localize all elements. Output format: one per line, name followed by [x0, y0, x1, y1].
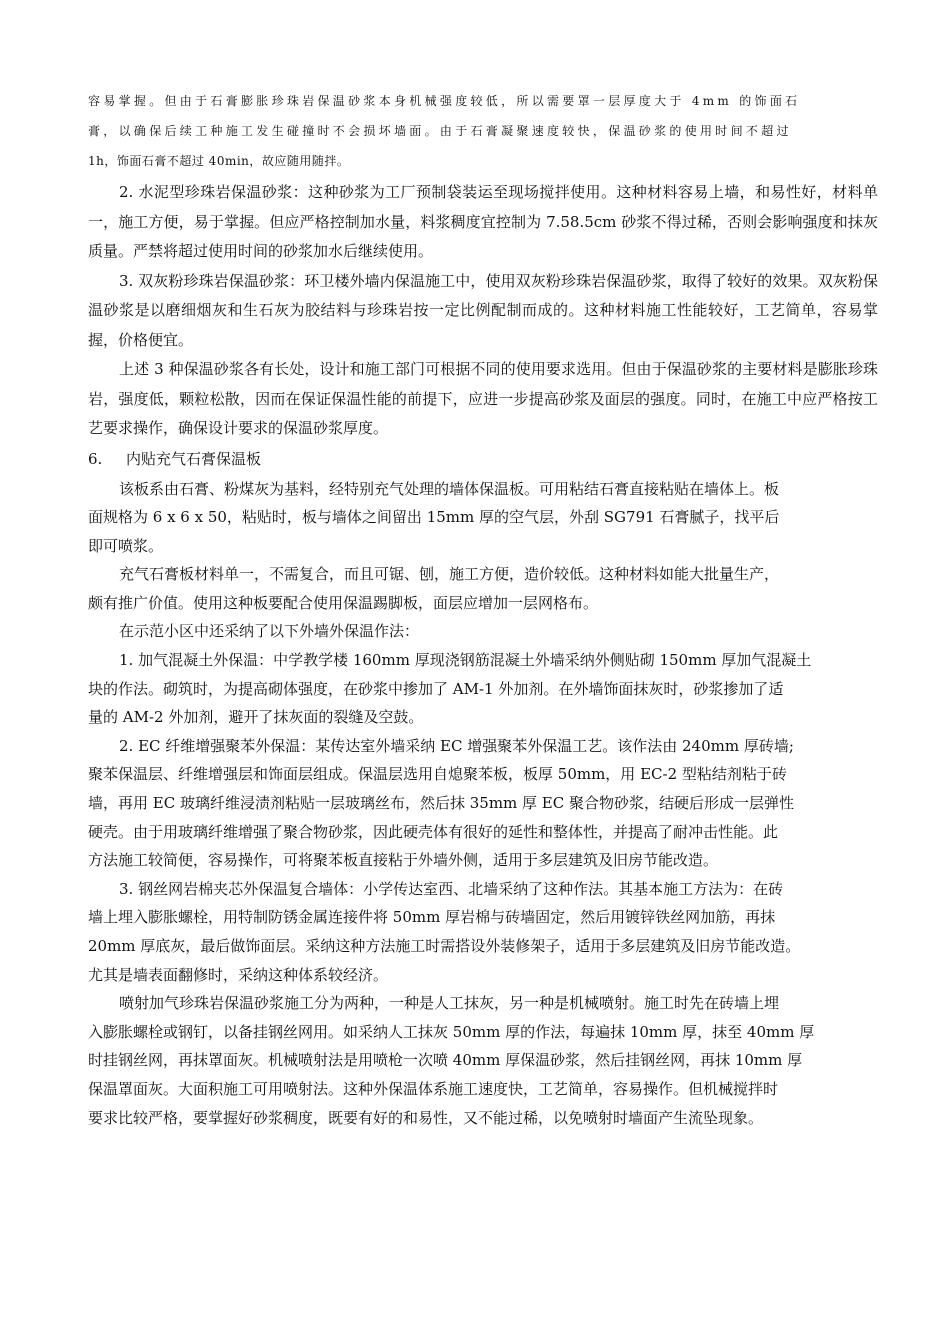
section-title: 内贴充气石膏保温板 — [126, 449, 262, 468]
section-heading — [88, 444, 878, 475]
body-text-line: 容易掌握。但由于石膏膨胀珍珠岩保温砂浆本身机械强度较低，所以需要罩一层厚度大于 4mm 的饰面石 — [88, 94, 801, 108]
text-line: 在示范小区中还采纳了以下外墙外保温作法： — [119, 622, 420, 641]
text-line: 入膨胀螺栓或钢钉，以备挂钢丝网用。如采纳人工抹灰 50mm 厚的作法，每遍抹 10mm 厚，抹至 40mm 厚 — [88, 1022, 815, 1041]
body-text-line: 膏，以确保后续工种施工发生碰撞时不会损坏墙面。由于石膏凝聚速度较快，保温砂浆的使用时间不超过 — [88, 124, 792, 138]
text-line: 保温罩面灰。大面积施工可用喷射法。这种外保温体系施工速度快，工艺简单，容易操作。但机械搅拌时 — [88, 1079, 779, 1098]
body-text-line: 1h，饰面石膏不超过 40min，故应随用随拌。 — [88, 154, 350, 168]
paragraph-demo-intro — [88, 617, 878, 646]
text-line: 墙上埋入膨胀螺栓，用特制防锈金属连接件将 50mm 厚岩棉与砖墙固定，然后用镀锌铁丝网加筋，再抹 — [88, 908, 776, 927]
text-line: 20mm 厚底灰，最后做饰面层。采纳这种方法施工时需搭设外装修架子，适用于多层建筑及旧房节能改造。 — [88, 937, 801, 955]
text-line: 块的作法。砌筑时，为提高砌体强度，在砂浆中掺加了 AM-1 外加剂。在外墙饰面抹灰时，砂浆掺加了适 — [88, 679, 784, 698]
paragraph-gypsum-board — [88, 475, 878, 561]
paragraph-steel-mesh-rockwool — [88, 875, 878, 989]
paragraph-aerated-concrete — [88, 646, 878, 732]
text-line: 喷射加气珍珠岩保温砂浆施工分为两种，一种是人工抹灰，另一种是机械喷射。施工时先在砖墙上埋 — [119, 994, 780, 1013]
paragraph-gypsum-board-features — [88, 560, 878, 617]
text-line: 2. EC 纤维增强聚苯外保温：某传达室外墙采纳 EC 增强聚苯外保温工艺。该作法由 240mm 厚砖墙; — [119, 736, 794, 755]
paragraph-ec-polystyrene — [88, 732, 878, 875]
text-line: 1. 加气混凝土外保温：中学教学楼 160mm 厚现浇钢筋混凝土外墙采纳外侧贴砌 150mm 厚加气混凝土 — [119, 651, 812, 670]
text-line: 颇有推广价值。使用这种板要配合使用保温踢脚板，面层应增加一层网格布。 — [88, 593, 599, 612]
text-line: 面规格为 6 x 6 x 50，粘贴时，板与墙体之间留出 15mm 厚的空气层，外刮 SG791 石膏腻子，找平后 — [88, 508, 780, 527]
text-line: 即可喷浆。 — [88, 536, 164, 555]
text-line: 聚苯保温层、纤维增强层和饰面层组成。保温层选用自熄聚苯板，板厚 50mm，用 EC-2 型粘结剂粘于砖 — [88, 765, 787, 784]
paragraph-double-ash-mortar: 3. 双灰粉珍珠岩保温砂浆：环卫楼外墙内保温施工中，使用双灰粉珍珠岩保温砂浆，取得了较好的效果。双灰粉保温砂浆是以磨细烟灰和生石灰为胶结料与珍珠岩按一定比例配制而成的。这种材料施工性能较好，工艺简单，容易掌握，价格便宜。 — [88, 271, 878, 349]
section-number: 6. — [88, 449, 103, 468]
text-line: 充气石膏板材料单一，不需复合，而且可锯、刨，施工方便，造价较低。这种材料如能大批量生产， — [119, 565, 780, 584]
text-line: 墙，再用 EC 玻璃纤维浸渍剂粘贴一层玻璃丝布，然后抹 35mm 厚 EC 聚合物砂浆，结硬后形成一层弹性 — [88, 794, 795, 813]
document-page — [88, 86, 878, 1132]
paragraph-spray-method — [88, 989, 878, 1132]
text-line: 3. 钢丝网岩棉夹芯外保温复合墙体：小学传达室西、北墙采纳了这种作法。其基本施工方法为：在砖 — [119, 879, 784, 898]
text-line: 量的 AM-2 外加剂，避开了抹灰面的裂缝及空鼓。 — [88, 708, 424, 727]
text-line: 方法施工较简便，容易操作，可将聚苯板直接粘于外墙外侧，适用于多层建筑及旧房节能改造。 — [88, 851, 719, 870]
text-line: 要求比较严格，要掌握好砂浆稠度，既要有好的和易性，又不能过稀，以免喷射时墙面产生流坠现象。 — [88, 1108, 764, 1127]
text-line: 硬壳。由于用玻璃纤维增强了聚合物砂浆，因此硬壳体有很好的延性和整体性，并提高了耐冲击性能。此 — [88, 822, 779, 841]
paragraph-cement-mortar: 2. 水泥型珍珠岩保温砂浆：这种砂浆为工厂预制袋装运至现场搅拌使用。这种材料容易上墙，和易性好，材料单一，施工方便，易于掌握。但应严格控制加水量，料浆稠度宜控制为 7.58.5cm 砂浆不得过稀，否则会影响强度和抹灰质量。严禁将超过使用时间的砂浆加水后继续使用。 — [88, 183, 878, 260]
text-line: 尤其是墙表面翻修时，采纳这种体系较经济。 — [88, 965, 389, 984]
paragraph-summary: 上述 3 种保温砂浆各有长处，设计和施工部门可根据不同的使用要求选用。但由于保温砂浆的主要材料是膨胀珍珠岩，强度低，颗粒松散，因而在保证保温性能的前提下，应进一步提高砂浆及面层的强度。同时，在施工中应严格按工艺要求操作，确保设计要求的保温砂浆厚度。 — [88, 360, 878, 437]
text-line: 时挂钢丝网，再抹罩面灰。机械喷射法是用喷枪一次喷 40mm 厚保温砂浆，然后挂钢丝网，再抹 10mm 厚 — [88, 1051, 803, 1070]
text-line: 该板系由石膏、粉煤灰为基料，经特别充气处理的墙体保温板。可用粘结石膏直接粘贴在墙体上。板 — [119, 479, 780, 498]
